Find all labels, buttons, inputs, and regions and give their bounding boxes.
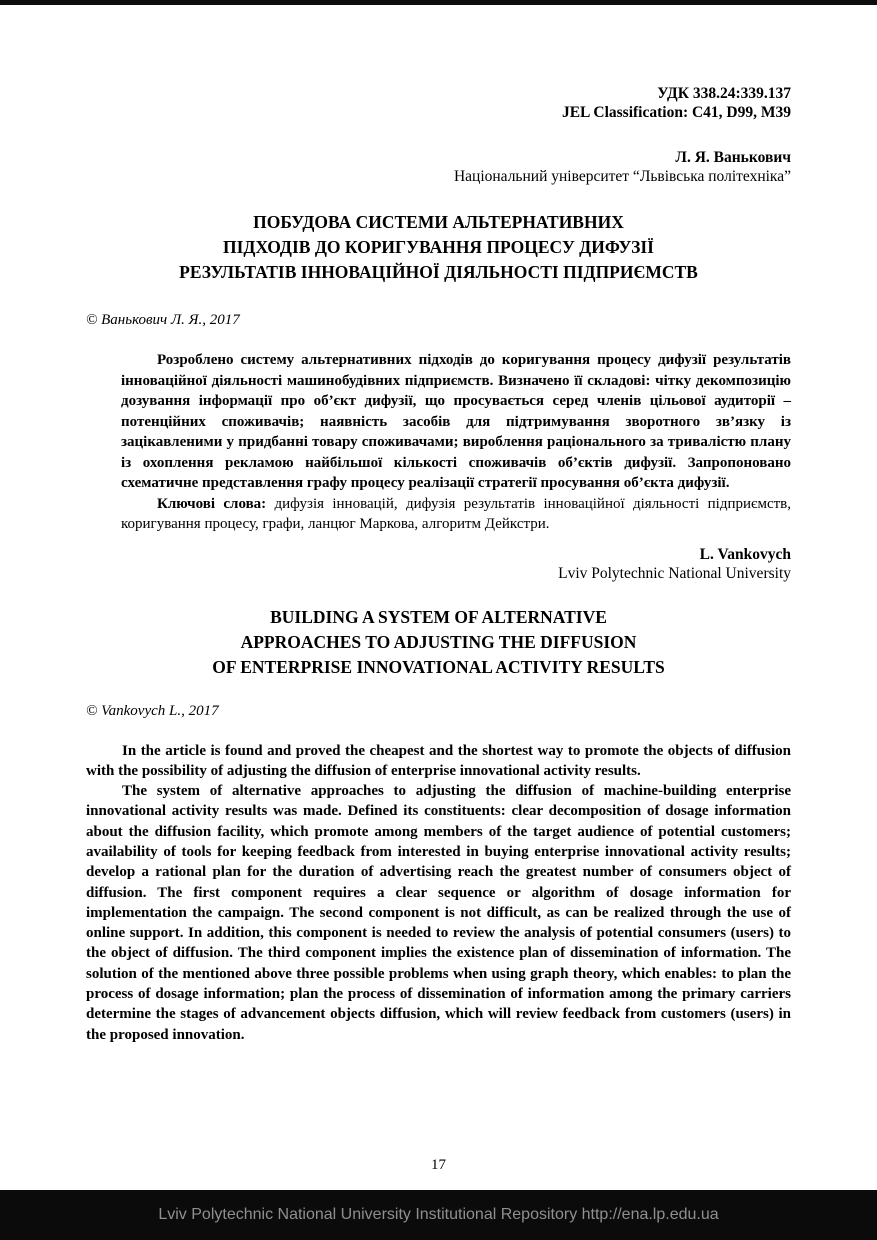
copyright-ua: © Ванькович Л. Я., 2017 xyxy=(86,312,240,328)
affiliation-ua: Національний університет “Львівська політехніка” xyxy=(453,168,791,185)
title-ua-line-1: ПОБУДОВА СИСТЕМИ АЛЬТЕРНАТИВНИХ xyxy=(253,212,624,232)
keywords xyxy=(121,494,791,535)
title-ua-line-2: ПІДХОДІВ ДО КОРИГУВАННЯ ПРОЦЕСУ ДИФУЗІЇ xyxy=(222,237,654,257)
copyright-en: © Vankovych L., 2017 xyxy=(86,702,219,719)
author-name-ua: Л. Я. Ванькович xyxy=(675,149,791,166)
title-ua-line-3: РЕЗУЛЬТАТІВ ІННОВАЦІЙНОЇ ДІЯЛЬНОСТІ ПІДПРИЄМСТВ xyxy=(179,262,698,282)
title-en-line-3: OF ENTERPRISE INNOVATIONAL ACTIVITY RESULTS xyxy=(212,656,665,677)
repository-footer-bar xyxy=(0,1190,877,1240)
author-name-en: L. Vankovych xyxy=(699,545,791,563)
abstract-block-en xyxy=(86,741,791,1045)
scan-edge-top xyxy=(0,0,877,5)
classification-block xyxy=(86,84,791,122)
title-ua xyxy=(86,210,791,285)
repository-footer-text: Lviv Polytechnic National University Institutional Repository http://ena.lp.edu.ua xyxy=(158,1206,719,1223)
abstract-en-paragraph-2: The system of alternative approaches to adjusting the diffusion of machine-building enterprise innovational activity results was made. Defined its constituents: clear decomposition of dosage information about the diffusion facility, which promote among members of the target audience of potential customers; availability of tools for keeping feedback from interested in buying enterprise innovational activity results; develop a rational plan for the duration of advertising reach the greatest number of consumers object of diffusion. The first component requires a clear sequence or algorithm of dosage information for implementation the campaign. The second component is not difficult, as can be realized through the use of online support. In addition, this component is needed to review the analysis of potential consumers (users) to the object of diffusion. The third component implies the existence plan of dissemination of information. The solution of the mentioned above three possible problems when using graph theory, which enables: to plan the process of dosage information; plan the process of dissemination of information among the primary carriers determine the stages of advancement objects diffusion, which will review feedback from customers (users) in the proposed innovation. xyxy=(86,783,791,1043)
author-block-en xyxy=(86,545,791,583)
title-en xyxy=(86,605,791,680)
abstract-ua: Розроблено систему альтернативних підходів до коригування процесу дифузії результатів інноваційної діяльності машинобудівних підприємств. Визначено її складові: чітку декомпозицію дозування інформації про об’єкт дифузії, що просувається серед членів цільової аудиторії – потенційних споживачів; наявність засобів для підтримування зворотного зв’язку із зацікавленими у придбанні товару споживачами; вироблення раціонального за тривалістю плану із охоплення рекламою найбільшої кількості споживачів об’єктів дифузії. Запропоновано схематичне представлення графу процесу реалізації стратегії просування об’єкта дифузії. xyxy=(121,352,791,491)
title-en-line-2: APPROACHES TO ADJUSTING THE DIFFUSION xyxy=(240,631,637,652)
keywords-text: дифузія інновацій, дифузія результатів інноваційної діяльності підприємств, коригування процесу, графи, ланцюг Маркова, алгоритм Дейкстри. xyxy=(121,495,792,532)
title-en-line-1: BUILDING A SYSTEM OF ALTERNATIVE xyxy=(270,606,607,627)
jel-classification: JEL Classification: C41, D99, M39 xyxy=(561,104,791,121)
page-number: 17 xyxy=(431,1157,446,1173)
udc-code: УДК 338.24:339.137 xyxy=(657,85,791,102)
author-block-ua xyxy=(86,148,791,186)
affiliation-en: Lviv Polytechnic National University xyxy=(558,564,791,582)
abstract-block-ua xyxy=(121,350,791,535)
abstract-en-paragraph-1: In the article is found and proved the cheapest and the shortest way to promote the objects of diffusion with the possibility of adjusting the diffusion of enterprise innovational activity results. xyxy=(86,742,791,779)
keywords-label: Ключові слова: xyxy=(157,495,267,512)
